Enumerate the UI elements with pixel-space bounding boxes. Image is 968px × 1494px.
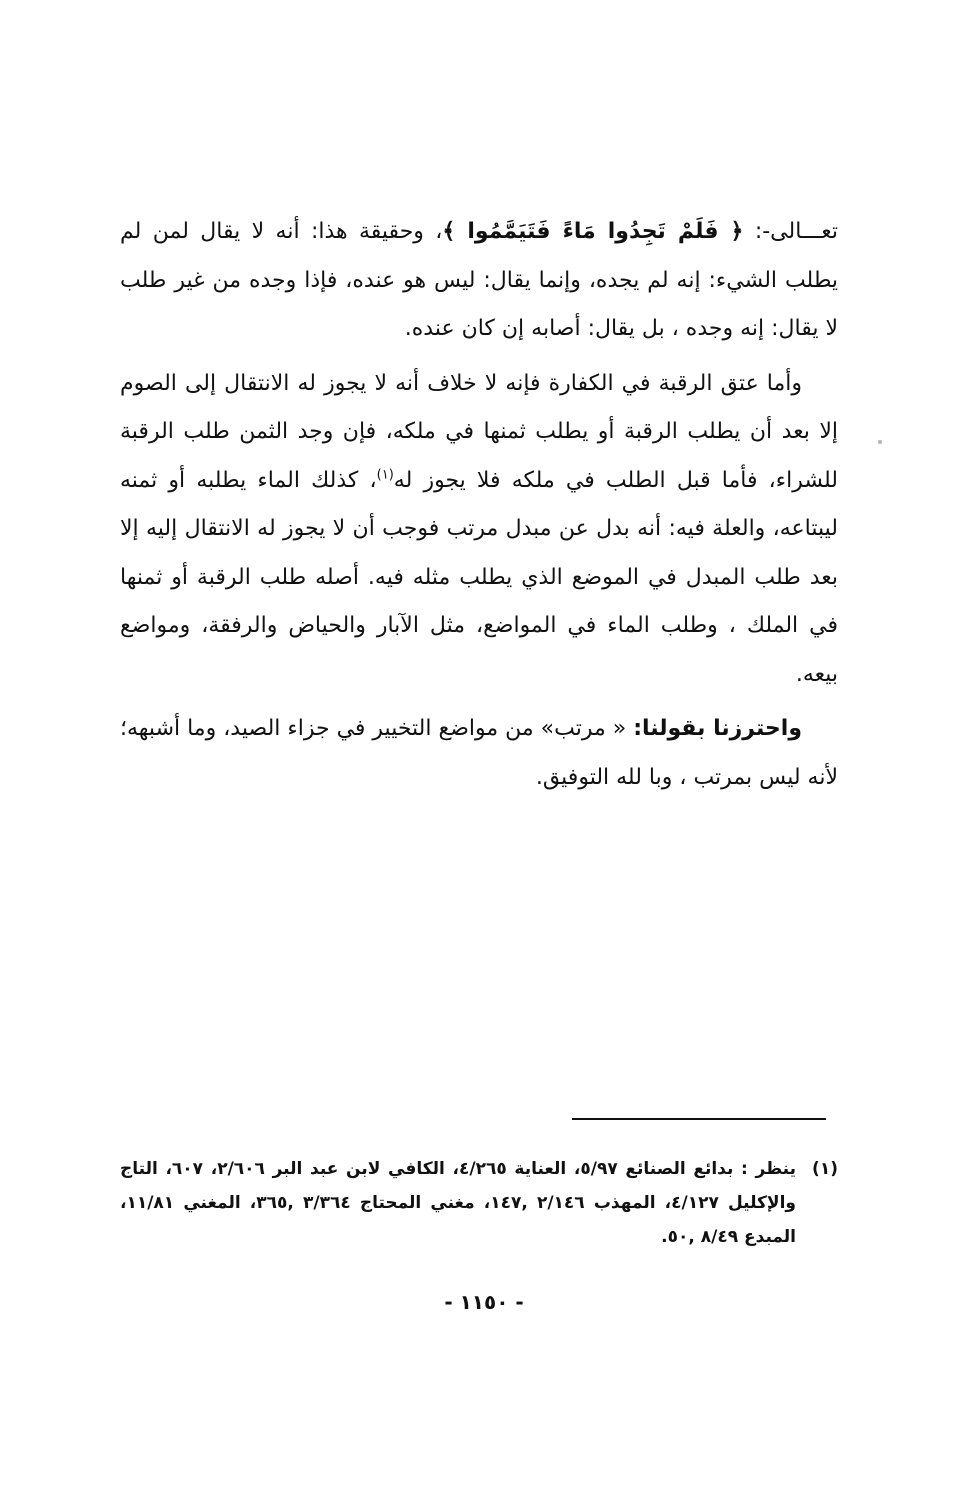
quran-quote: ﴿ فَلَمْ تَجِدُوا مَاءً فَتَيَمَّمُوا ﴾ [442,219,744,244]
paragraph-1-lead: تعـــالى-: [743,219,838,244]
main-text [120,208,838,808]
footnote-row [120,1152,838,1254]
paragraph-3 [120,705,838,802]
paragraph-3-text: « مرتب» من مواضع التخيير في جزاء الصيد، وما أشبهه؛ لأنه ليس بمرتب ، وبا لله التوفيق. [120,716,838,790]
paragraph-2 [120,360,838,700]
margin-dot [878,440,882,444]
paragraph-1 [120,208,838,354]
paragraph-2-text-b: ، كذلك الماء يطلبه أو ثمنه ليبتاعه، والعلة فيه: أنه بدل عن مبدل مرتب فوجب أن لا يجوز له الانتقال إليه إلا بعد طلب المبدل في الموضع الذي يطلب مثله فيه. أصله طلب الرقبة أو ثمنها في الملك ، وطلب الماء في المواضع، مثل الآبار والحياض والرفقة، ومواضع بيعه. [120,467,838,687]
paragraph-1-text: ، وحقيقة هذا: أنه لا يقال لمن لم يطلب الشيء: إنه لم يجده، وإنما يقال: ليس هو عنده، فإذا وجده من غير طلب لا يقال: إنه وجده ، بل يقال: أصابه إن كان عنده. [120,219,838,341]
footnote-text: ينظر : بدائع الصنائع ٥/٩٧، العناية ٤/٢٦٥، الكافي لابن عبد البر ٢/٦٠٦، ٦٠٧، التاج والإكليل ٤/١٢٧، المهذب ٢/١٤٦ ,١٤٧، مغني المحتاج ٣/٣٦٤ ,٣٦٥، المغني ١١/٨١، المبدع ٨/٤٩ ,٥٠. [120,1159,796,1247]
page-number: - ١١٥٠ - [444,1290,524,1314]
paragraph-3-lead: واحترزنا بقولنا: [633,716,802,741]
footnote-number: (١) [812,1159,838,1179]
footnote-reference[interactable]: (١) [376,467,394,483]
footnote-separator [572,1118,826,1120]
paragraph-2-text-a: وأما عتق الرقبة في الكفارة فإنه لا خلاف أنه لا يجوز له الانتقال إلى الصوم إلا بعد أن يطلب الرقبة أو يطلب ثمنها في ملكه، فإن وجد الثمن طلب الرقبة للشراء، فأما قبل الطلب في ملكه فلا يجوز له [120,370,838,493]
footnote [120,1152,838,1254]
